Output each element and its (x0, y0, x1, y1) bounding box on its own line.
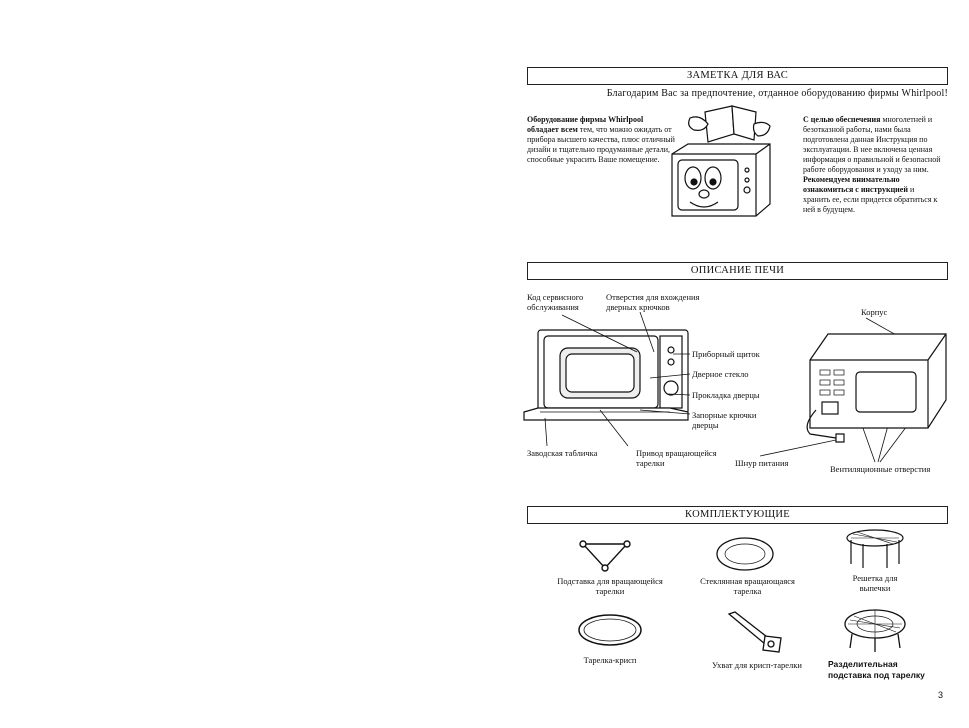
crisp-handle-icon (725, 610, 785, 656)
oven-back-diagram (800, 330, 950, 450)
accessory-roller-support-label: Подставка для вращающейся тарелки (557, 576, 663, 596)
note-header: ЗАМЕТКА ДЛЯ ВАС (527, 67, 948, 85)
label-door-gasket: Прокладка дверцы (692, 390, 760, 400)
crisp-plate-icon (577, 612, 643, 648)
label-service-code: Код сервисного обслуживания (527, 292, 584, 312)
label-door-holes: Отверстия для вхождения дверных крючков (606, 292, 700, 312)
accessory-divider-stand-label: Разделительная подставка под тарелку (828, 659, 925, 680)
label-control-panel: Приборный щиток (692, 349, 760, 359)
accessory-crisp-plate-label: Тарелка-крисп (583, 655, 637, 665)
note-right-text1: многолетней и безотказной работы, нами была подготовлена данная Инструкция по эксплуатации. В нее включена ценная информация о правильной и безопасной работе оборудования и уходу за ним. (803, 115, 941, 174)
label-door-hooks: Запорные крючки дверцы (692, 410, 757, 430)
thanks-text: Благодарим Вас за предпочтение, отданное оборудованию фирмы Whirlpool! (606, 88, 948, 99)
label-turntable-drive: Привод вращающейся тарелки (636, 448, 717, 468)
roller-support-icon (575, 536, 635, 572)
note-right-bold2: Рекомендуем внимательно ознакомиться с инструкцией (803, 175, 908, 194)
page-number: 3 (938, 690, 944, 700)
note-right-text2: и хранить ее, если придется обратиться к ней в будущем. (803, 185, 938, 214)
accessories-header: КОМПЛЕКТУЮЩИЕ (527, 506, 948, 524)
label-rating-plate: Заводская табличка (527, 448, 598, 458)
accessory-baking-rack-label: Решетка для выпечки (852, 573, 898, 593)
divider-stand-icon (840, 606, 910, 654)
glass-tray-icon (715, 534, 775, 574)
label-vents: Вентиляционные отверстия (830, 464, 931, 474)
label-body: Корпус (861, 307, 888, 317)
note-left-bold: Оборудование фирмы Whirlpool обладает всем (527, 115, 644, 134)
note-left-text: тем, что можно ожидать от прибора высшего качества, плюс отличный дизайн и тщательно продуманные детали, способные украсить Ваше помещение. (527, 125, 675, 164)
baking-rack-icon (843, 528, 907, 572)
note-right-bold1: С целью обеспечения (803, 115, 881, 124)
accessory-crisp-handle-label: Ухват для крисп-тарелки (712, 660, 802, 670)
label-door-glass: Дверное стекло (692, 369, 749, 379)
oven-header: ОПИСАНИЕ ПЕЧИ (527, 262, 948, 280)
label-power-cord: Шнур питания (735, 458, 789, 468)
accessory-glass-tray-label: Стеклянная вращающаяся тарелка (700, 576, 795, 596)
